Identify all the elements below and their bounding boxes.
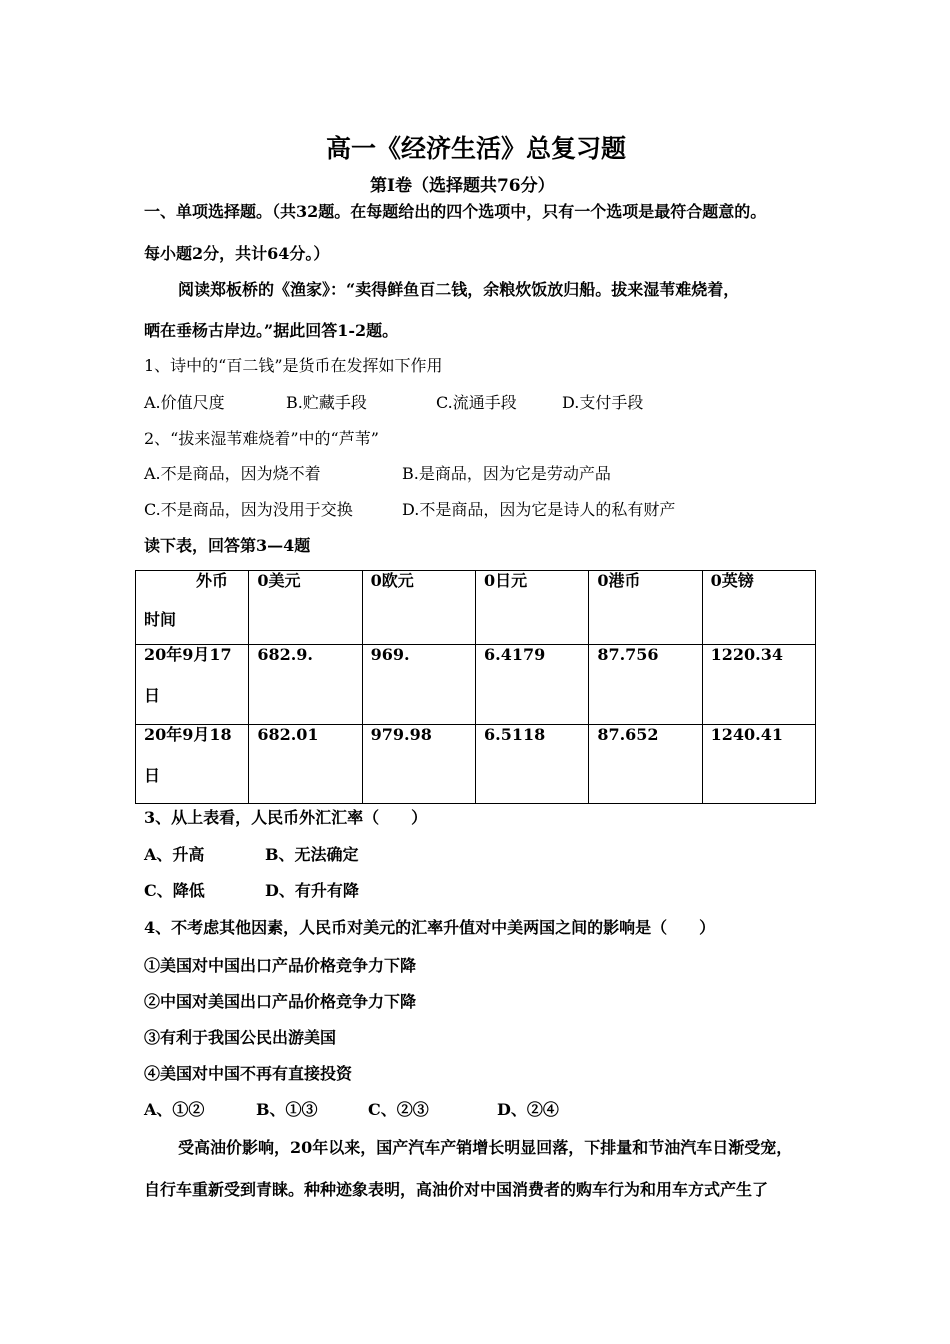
part1-heading-continued: 每小题2分，共计64分。） (144, 244, 330, 263)
q4-statement-2: ②中国对美国出口产品价格竞争力下降 (144, 992, 417, 1011)
q4-option-a: A、①② (144, 1100, 205, 1119)
q4-statement-1: ①美国对中国出口产品价格竞争力下降 (144, 956, 417, 975)
header-foreign-currency: 外币 (196, 571, 229, 590)
exchange-rate-table (135, 570, 816, 804)
q4-option-b: B、①③ (256, 1100, 318, 1119)
q4-statement-3: ③有利于我国公民出游美国 (144, 1028, 337, 1047)
q3-option-b: B、无法确定 (265, 845, 359, 864)
q2-option-b: B.是商品，因为它是劳动产品 (402, 464, 611, 483)
table-row (136, 645, 816, 725)
cell-usd: 682.9. (249, 645, 362, 725)
q4-statement-4: ④美国对中国不再有直接投资 (144, 1064, 353, 1083)
q4-stem: 4、不考虑其他因素，人民币对美元的汇率升值对中美两国之间的影响是（ ） (144, 918, 716, 937)
row-date (136, 645, 249, 725)
q2-stem: 2、“拔来湿苇难烧着”中的“芦苇” (144, 429, 379, 448)
q3-option-d: D、有升有降 (265, 881, 359, 900)
header-eur: 0欧元 (362, 571, 475, 645)
q4-option-c: C、②③ (368, 1100, 429, 1119)
table-row (136, 725, 816, 804)
q2-option-d: D.不是商品，因为它是诗人的私有财产 (402, 500, 676, 519)
q1-option-c: C.流通手段 (436, 393, 517, 412)
q1-stem: 1、诗中的“百二钱”是货币在发挥如下作用 (144, 356, 443, 375)
row-date-line2: 日 (144, 686, 161, 705)
cell-hkd: 87.652 (589, 725, 702, 804)
cell-hkd: 87.756 (589, 645, 702, 725)
passage1-line1: 阅读郑板桥的《渔家》：“卖得鲜鱼百二钱，余粮炊饭放归船。拔来湿苇难烧着， (178, 280, 740, 299)
cell-eur: 969. (362, 645, 475, 725)
header-hkd: 0港币 (589, 571, 702, 645)
q4-option-d: D、②④ (497, 1100, 559, 1119)
q3-option-c: C、降低 (144, 881, 205, 900)
table-intro: 读下表，回答第3—4题 (144, 536, 311, 555)
q1-option-b: B.贮藏手段 (286, 393, 367, 412)
passage2-line2: 自行车重新受到青睐。种种迹象表明，高油价对中国消费者的购车行为和用车方式产生了 (144, 1180, 769, 1199)
row-date-line2: 日 (144, 766, 161, 785)
row-date-line1: 20年9月18 (144, 725, 232, 744)
q2-option-a: A.不是商品，因为烧不着 (144, 464, 321, 483)
header-gbp: 0英镑 (702, 571, 815, 645)
cell-jpy: 6.5118 (475, 725, 588, 804)
table-header-row (136, 571, 816, 645)
cell-jpy: 6.4179 (475, 645, 588, 725)
header-jpy: 0日元 (475, 571, 588, 645)
row-date (136, 725, 249, 804)
header-corner-cell (136, 571, 249, 645)
q2-option-c: C.不是商品，因为没用于交换 (144, 500, 353, 519)
passage2-line1: 受高油价影响，20年以来，国产汽车产销增长明显回落，下排量和节油汽车日渐受宠， (178, 1138, 793, 1157)
passage1-line2: 晒在垂杨古岸边。”据此回答1-2题。 (144, 321, 399, 340)
q3-stem: 3、从上表看，人民币外汇汇率（ ） (144, 808, 428, 827)
cell-gbp: 1240.41 (702, 725, 815, 804)
q1-option-d: D.支付手段 (562, 393, 644, 412)
cell-gbp: 1220.34 (702, 645, 815, 725)
header-usd: 0美元 (249, 571, 362, 645)
cell-usd: 682.01 (249, 725, 362, 804)
part1-heading: 一、单项选择题。（共32题。在每题给出的四个选项中，只有一个选项是最符合题意的。 (144, 202, 767, 221)
q3-option-a: A、升高 (144, 845, 205, 864)
row-date-line1: 20年9月17 (144, 645, 232, 664)
cell-eur: 979.98 (362, 725, 475, 804)
document-title: 高一《经济生活》总复习题 (326, 134, 627, 163)
header-time: 时间 (144, 610, 177, 629)
section-title: 第I卷（选择题共76分） (370, 176, 555, 196)
q1-option-a: A.价值尺度 (144, 393, 225, 412)
